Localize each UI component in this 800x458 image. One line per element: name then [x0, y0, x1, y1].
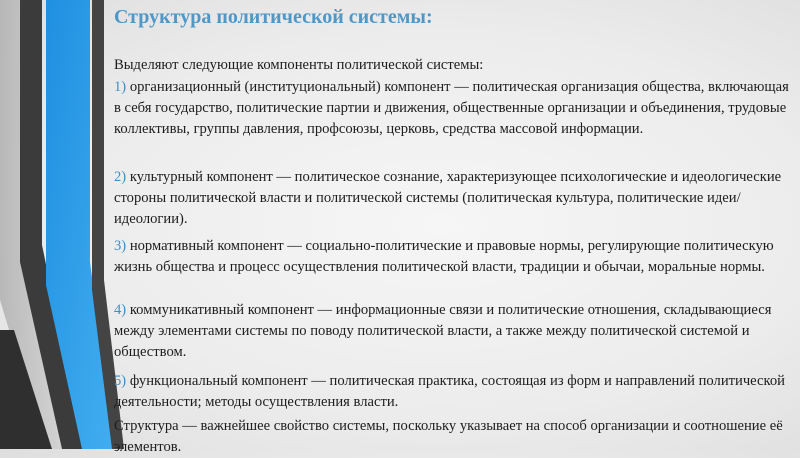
item-number: 5) [114, 373, 127, 389]
closing-paragraph: Структура — важнейшее свойство системы, поскольку указывает на способ организации и соотношение её элементов. [114, 418, 783, 455]
slide-title: Структура политической системы: [114, 6, 433, 28]
item-number: 4) [114, 302, 127, 318]
item-number: 1) [114, 79, 127, 95]
component-item-1 [114, 77, 794, 140]
intro-paragraph: Выделяют следующие компоненты политической системы: [114, 57, 484, 73]
component-item-3 [114, 236, 794, 278]
item-text: функциональный компонент — политическая практика, состоящая из форм и направлений политической деятельности; методы осуществления власти. [114, 373, 785, 410]
component-item-5 [114, 371, 794, 413]
item-number: 2) [114, 169, 127, 185]
item-text: организационный (институциональный) компонент — политическая организация общества, включающая в себя государство, политические партии и движения, общественные организации и объединения, трудовые коллективы, группы давления, профсоюзы, церковь, средства массовой информации. [114, 79, 789, 137]
component-item-2 [114, 167, 794, 230]
item-text: нормативный компонент — социально-политические и правовые нормы, регулирующие политическую жизнь общества и процесс осуществления политической власти, традиции и обычаи, моральные нормы. [114, 238, 774, 275]
item-text: культурный компонент — политическое сознание, характеризующее психологические и идеологические стороны политической власти и политической системы (политическая культура, политические идеи/идеологии). [114, 169, 782, 227]
item-text: коммуникативный компонент — информационные связи и политические отношения, складывающиеся между элементами системы по поводу политической власти, а также между политической системой и обществом. [114, 302, 772, 360]
component-item-4 [114, 300, 794, 363]
item-number: 3) [114, 238, 127, 254]
